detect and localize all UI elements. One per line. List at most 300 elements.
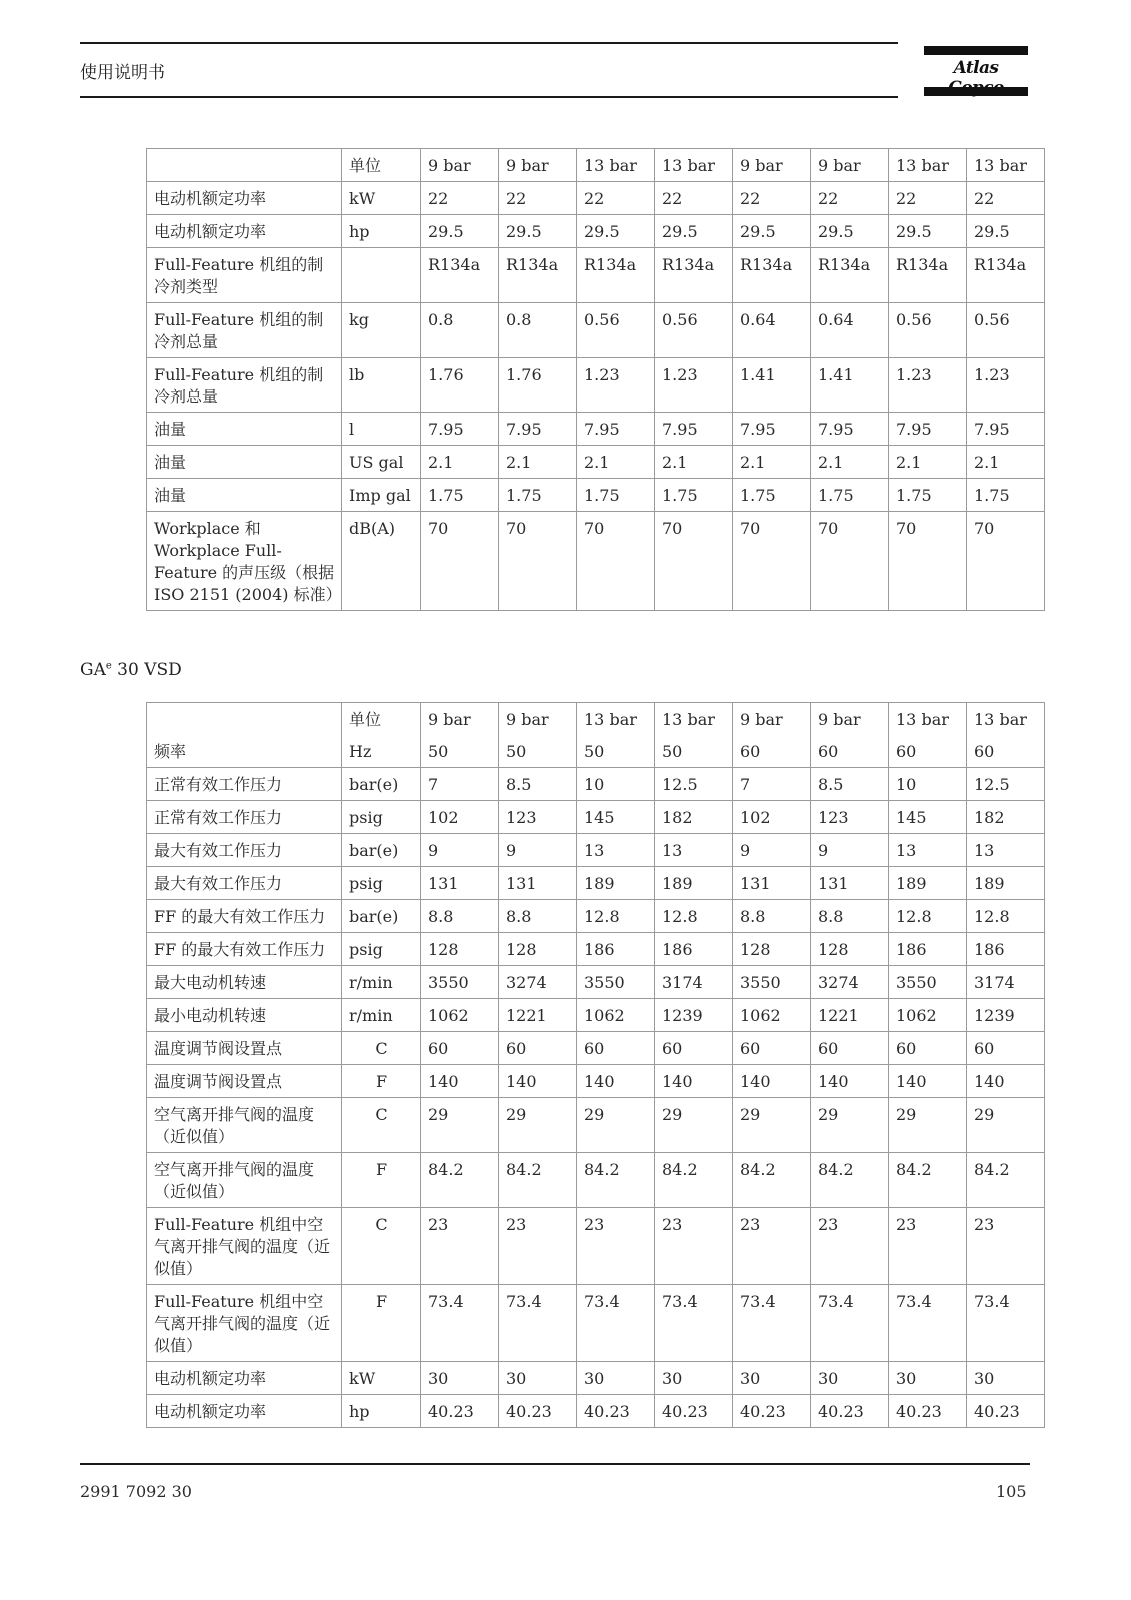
row-name-cell: 油量 — [147, 413, 342, 446]
table-row — [147, 215, 1045, 248]
row-value-cell: 70 — [499, 512, 577, 611]
row-value-cell: 3550 — [421, 966, 499, 999]
row-value-cell: 1.23 — [967, 358, 1045, 413]
header-unit-cell: 单位 — [342, 149, 421, 182]
row-value-cell: 1.23 — [889, 358, 967, 413]
row-value-cell: 22 — [577, 182, 655, 215]
row-value-cell: 30 — [889, 1362, 967, 1395]
row-unit-cell: lb — [342, 358, 421, 413]
row-name-cell: 电动机额定功率 — [147, 1395, 342, 1428]
row-value-cell: 60 — [889, 735, 967, 768]
spec-table-2 — [146, 702, 1045, 1428]
row-name-cell: Full-Feature 机组的制冷剂总量 — [147, 358, 342, 413]
row-value-cell: 60 — [811, 1032, 889, 1065]
row-unit-cell: kW — [342, 1362, 421, 1395]
section-title-sup: e — [105, 660, 112, 672]
table-row — [147, 303, 1045, 358]
row-value-cell: 84.2 — [577, 1153, 655, 1208]
row-value-cell: 128 — [733, 933, 811, 966]
table-row — [147, 1395, 1045, 1428]
table-row — [147, 933, 1045, 966]
row-unit-cell: psig — [342, 801, 421, 834]
row-value-cell: 13 — [889, 834, 967, 867]
table-row — [147, 999, 1045, 1032]
row-value-cell: 40.23 — [655, 1395, 733, 1428]
row-value-cell: 1221 — [499, 999, 577, 1032]
table-header-row — [147, 149, 1045, 182]
row-unit-cell: bar(e) — [342, 834, 421, 867]
row-value-cell: 1.76 — [499, 358, 577, 413]
row-value-cell: 1062 — [733, 999, 811, 1032]
row-value-cell: 60 — [499, 1032, 577, 1065]
row-value-cell: 84.2 — [811, 1153, 889, 1208]
row-value-cell: 0.56 — [655, 303, 733, 358]
row-value-cell: R134a — [967, 248, 1045, 303]
table-row — [147, 1285, 1045, 1362]
row-value-cell: 7.95 — [889, 413, 967, 446]
row-value-cell: 70 — [811, 512, 889, 611]
row-value-cell: 23 — [811, 1208, 889, 1285]
table-row — [147, 1065, 1045, 1098]
row-value-cell: 7.95 — [655, 413, 733, 446]
table-row — [147, 1032, 1045, 1065]
row-value-cell: 22 — [655, 182, 733, 215]
row-value-cell: 128 — [811, 933, 889, 966]
row-name-cell: 最大有效工作压力 — [147, 867, 342, 900]
row-name-cell: 正常有效工作压力 — [147, 768, 342, 801]
row-value-cell: 0.8 — [421, 303, 499, 358]
row-name-cell: 最大有效工作压力 — [147, 834, 342, 867]
table-row — [147, 1208, 1045, 1285]
row-value-cell: 102 — [421, 801, 499, 834]
row-value-cell: 131 — [499, 867, 577, 900]
header-value-cell: 9 bar — [499, 703, 577, 736]
row-value-cell: 73.4 — [811, 1285, 889, 1362]
row-name-cell: Workplace 和 Workplace Full-Feature 的声压级（根据 ISO 2151 (2004) 标准） — [147, 512, 342, 611]
row-value-cell: 182 — [967, 801, 1045, 834]
row-value-cell: 12.5 — [967, 768, 1045, 801]
row-value-cell: 30 — [577, 1362, 655, 1395]
row-value-cell: R134a — [655, 248, 733, 303]
logo-text: Atlas — [953, 58, 999, 78]
row-value-cell: 60 — [733, 735, 811, 768]
row-value-cell: 22 — [421, 182, 499, 215]
row-name-cell: FF 的最大有效工作压力 — [147, 933, 342, 966]
header-value-cell: 9 bar — [733, 149, 811, 182]
row-value-cell: 60 — [811, 735, 889, 768]
row-value-cell: 8.8 — [499, 900, 577, 933]
row-value-cell: 84.2 — [655, 1153, 733, 1208]
row-value-cell: 140 — [577, 1065, 655, 1098]
header-value-cell: 13 bar — [577, 703, 655, 736]
row-value-cell: 2.1 — [499, 446, 577, 479]
row-value-cell: 60 — [889, 1032, 967, 1065]
row-value-cell: 70 — [889, 512, 967, 611]
row-value-cell: 1.75 — [889, 479, 967, 512]
row-value-cell: 60 — [967, 735, 1045, 768]
row-name-cell: Full-Feature 机组的制冷剂类型 — [147, 248, 342, 303]
row-value-cell: 73.4 — [733, 1285, 811, 1362]
row-value-cell: 186 — [889, 933, 967, 966]
section-title — [80, 660, 182, 680]
row-unit-cell: Hz — [342, 735, 421, 768]
row-value-cell: 1.75 — [811, 479, 889, 512]
row-value-cell: 40.23 — [499, 1395, 577, 1428]
row-unit-cell: hp — [342, 215, 421, 248]
row-value-cell: 40.23 — [577, 1395, 655, 1428]
row-name-cell: 电动机额定功率 — [147, 215, 342, 248]
table-header-row — [147, 703, 1045, 736]
row-value-cell: 60 — [733, 1032, 811, 1065]
header-value-cell: 13 bar — [967, 703, 1045, 736]
row-value-cell: 7.95 — [811, 413, 889, 446]
row-value-cell: R134a — [577, 248, 655, 303]
row-name-cell: 温度调节阀设置点 — [147, 1065, 342, 1098]
row-value-cell: 40.23 — [889, 1395, 967, 1428]
row-value-cell: 60 — [967, 1032, 1045, 1065]
row-value-cell: 1.75 — [577, 479, 655, 512]
row-value-cell: 22 — [733, 182, 811, 215]
row-value-cell: R134a — [811, 248, 889, 303]
row-value-cell: 140 — [889, 1065, 967, 1098]
row-value-cell: 140 — [811, 1065, 889, 1098]
header-name-cell — [147, 149, 342, 182]
row-value-cell: 1.75 — [499, 479, 577, 512]
spec-table-1 — [146, 148, 1045, 611]
row-unit-cell: C — [342, 1098, 421, 1153]
row-value-cell: 12.8 — [577, 900, 655, 933]
header-value-cell: 13 bar — [655, 703, 733, 736]
row-value-cell: 140 — [655, 1065, 733, 1098]
row-value-cell: 123 — [499, 801, 577, 834]
row-value-cell: 1.76 — [421, 358, 499, 413]
row-unit-cell: bar(e) — [342, 900, 421, 933]
row-value-cell: 8.5 — [811, 768, 889, 801]
section-title-rest: 30 VSD — [111, 660, 182, 680]
row-value-cell: 0.64 — [811, 303, 889, 358]
row-unit-cell: kW — [342, 182, 421, 215]
table-row — [147, 1098, 1045, 1153]
row-value-cell: 8.8 — [733, 900, 811, 933]
table-row — [147, 966, 1045, 999]
table-row — [147, 512, 1045, 611]
row-value-cell: 60 — [421, 1032, 499, 1065]
row-unit-cell: r/min — [342, 966, 421, 999]
row-name-cell: 电动机额定功率 — [147, 182, 342, 215]
header-rule-top — [80, 42, 898, 44]
row-value-cell: 29.5 — [421, 215, 499, 248]
row-value-cell: 22 — [811, 182, 889, 215]
row-value-cell: 60 — [655, 1032, 733, 1065]
section-title-main: GA — [80, 660, 106, 680]
logo-bar-top — [924, 46, 1028, 55]
row-value-cell: 7.95 — [577, 413, 655, 446]
row-value-cell: 1.75 — [655, 479, 733, 512]
atlas-copco-logo — [924, 46, 1028, 98]
row-value-cell: 30 — [655, 1362, 733, 1395]
row-value-cell: 84.2 — [421, 1153, 499, 1208]
row-value-cell: 84.2 — [889, 1153, 967, 1208]
row-value-cell: 13 — [967, 834, 1045, 867]
row-value-cell: 9 — [499, 834, 577, 867]
row-value-cell: 10 — [889, 768, 967, 801]
row-value-cell: 0.56 — [577, 303, 655, 358]
row-value-cell: 2.1 — [733, 446, 811, 479]
row-value-cell: 1.75 — [733, 479, 811, 512]
row-unit-cell: psig — [342, 867, 421, 900]
row-value-cell: 22 — [499, 182, 577, 215]
row-name-cell: 温度调节阀设置点 — [147, 1032, 342, 1065]
row-value-cell: 0.64 — [733, 303, 811, 358]
row-value-cell: 3274 — [499, 966, 577, 999]
row-value-cell: 9 — [421, 834, 499, 867]
row-value-cell: 29 — [577, 1098, 655, 1153]
row-value-cell: 7 — [421, 768, 499, 801]
row-unit-cell: F — [342, 1065, 421, 1098]
row-value-cell: 13 — [655, 834, 733, 867]
row-name-cell: Full-Feature 机组的制冷剂总量 — [147, 303, 342, 358]
row-value-cell: 8.5 — [499, 768, 577, 801]
row-value-cell: 123 — [811, 801, 889, 834]
row-value-cell: 23 — [889, 1208, 967, 1285]
row-unit-cell: dB(A) — [342, 512, 421, 611]
row-name-cell: FF 的最大有效工作压力 — [147, 900, 342, 933]
row-value-cell: 1.41 — [733, 358, 811, 413]
row-value-cell: 3174 — [655, 966, 733, 999]
row-unit-cell: C — [342, 1032, 421, 1065]
row-value-cell: 70 — [421, 512, 499, 611]
row-value-cell: 186 — [577, 933, 655, 966]
row-value-cell: 2.1 — [577, 446, 655, 479]
row-value-cell: 1062 — [889, 999, 967, 1032]
row-value-cell: 29 — [733, 1098, 811, 1153]
row-value-cell: 140 — [967, 1065, 1045, 1098]
row-value-cell: 2.1 — [967, 446, 1045, 479]
row-name-cell: 空气离开排气阀的温度（近似值） — [147, 1098, 342, 1153]
row-value-cell: 2.1 — [421, 446, 499, 479]
row-unit-cell: hp — [342, 1395, 421, 1428]
row-value-cell: 40.23 — [967, 1395, 1045, 1428]
row-value-cell: 84.2 — [967, 1153, 1045, 1208]
row-value-cell: 30 — [811, 1362, 889, 1395]
row-value-cell: 29 — [889, 1098, 967, 1153]
header-value-cell: 13 bar — [889, 149, 967, 182]
row-value-cell: 189 — [577, 867, 655, 900]
row-value-cell: 40.23 — [421, 1395, 499, 1428]
header-value-cell: 13 bar — [655, 149, 733, 182]
row-value-cell: 140 — [733, 1065, 811, 1098]
row-name-cell: 电动机额定功率 — [147, 1362, 342, 1395]
row-unit-cell: US gal — [342, 446, 421, 479]
row-value-cell: 10 — [577, 768, 655, 801]
row-value-cell: 40.23 — [811, 1395, 889, 1428]
row-value-cell: 3550 — [889, 966, 967, 999]
row-value-cell: 29.5 — [967, 215, 1045, 248]
row-value-cell: R134a — [733, 248, 811, 303]
row-value-cell: 1.23 — [577, 358, 655, 413]
row-value-cell: 23 — [499, 1208, 577, 1285]
row-value-cell: 128 — [499, 933, 577, 966]
row-value-cell: 128 — [421, 933, 499, 966]
row-value-cell: 70 — [577, 512, 655, 611]
row-unit-cell: bar(e) — [342, 768, 421, 801]
row-value-cell: 1.23 — [655, 358, 733, 413]
row-value-cell: 29 — [499, 1098, 577, 1153]
table-row — [147, 248, 1045, 303]
row-value-cell: R134a — [499, 248, 577, 303]
row-unit-cell: Imp gal — [342, 479, 421, 512]
row-value-cell: 3550 — [733, 966, 811, 999]
row-value-cell: 1.75 — [421, 479, 499, 512]
table-row — [147, 867, 1045, 900]
row-unit-cell: psig — [342, 933, 421, 966]
row-unit-cell: C — [342, 1208, 421, 1285]
row-name-cell: 最大电动机转速 — [147, 966, 342, 999]
row-value-cell: 50 — [655, 735, 733, 768]
table-row — [147, 801, 1045, 834]
row-value-cell: 84.2 — [499, 1153, 577, 1208]
header-title: 使用说明书 — [80, 63, 165, 83]
row-value-cell: 70 — [733, 512, 811, 611]
row-value-cell: 23 — [733, 1208, 811, 1285]
row-value-cell: 70 — [655, 512, 733, 611]
row-value-cell: 140 — [499, 1065, 577, 1098]
header-value-cell: 13 bar — [577, 149, 655, 182]
row-value-cell: 30 — [967, 1362, 1045, 1395]
row-value-cell: 2.1 — [655, 446, 733, 479]
header-value-cell: 9 bar — [421, 703, 499, 736]
row-value-cell: 8.8 — [421, 900, 499, 933]
row-value-cell: 22 — [967, 182, 1045, 215]
header-name-cell — [147, 703, 342, 736]
row-value-cell: R134a — [889, 248, 967, 303]
row-value-cell: 182 — [655, 801, 733, 834]
row-value-cell: 73.4 — [421, 1285, 499, 1362]
row-value-cell: 73.4 — [655, 1285, 733, 1362]
row-value-cell: 73.4 — [967, 1285, 1045, 1362]
row-value-cell: 50 — [421, 735, 499, 768]
doc-number: 2991 7092 30 — [80, 1482, 192, 1501]
row-value-cell: 1.75 — [967, 479, 1045, 512]
row-value-cell: 12.8 — [889, 900, 967, 933]
row-value-cell: 189 — [889, 867, 967, 900]
row-value-cell: 7.95 — [421, 413, 499, 446]
row-value-cell: 23 — [967, 1208, 1045, 1285]
row-name-cell: 油量 — [147, 446, 342, 479]
row-value-cell: 131 — [421, 867, 499, 900]
row-unit-cell: F — [342, 1285, 421, 1362]
row-value-cell: 7.95 — [733, 413, 811, 446]
row-name-cell: 空气离开排气阀的温度（近似值） — [147, 1153, 342, 1208]
header-value-cell: 9 bar — [499, 149, 577, 182]
row-value-cell: 29.5 — [889, 215, 967, 248]
row-value-cell: 73.4 — [577, 1285, 655, 1362]
row-value-cell: 2.1 — [889, 446, 967, 479]
footer-rule — [80, 1463, 1030, 1465]
row-value-cell: 7.95 — [499, 413, 577, 446]
row-value-cell: 50 — [499, 735, 577, 768]
header-value-cell: 13 bar — [967, 149, 1045, 182]
table-row — [147, 1153, 1045, 1208]
row-value-cell: 140 — [421, 1065, 499, 1098]
row-value-cell: 23 — [577, 1208, 655, 1285]
row-value-cell: 12.8 — [967, 900, 1045, 933]
row-value-cell: 189 — [967, 867, 1045, 900]
row-value-cell: 2.1 — [811, 446, 889, 479]
row-value-cell: 29 — [967, 1098, 1045, 1153]
table-row — [147, 358, 1045, 413]
row-value-cell: 186 — [967, 933, 1045, 966]
header-value-cell: 13 bar — [889, 703, 967, 736]
row-value-cell: 13 — [577, 834, 655, 867]
row-value-cell: 70 — [967, 512, 1045, 611]
row-value-cell: 23 — [421, 1208, 499, 1285]
row-name-cell: 频率 — [147, 735, 342, 768]
row-value-cell: 30 — [421, 1362, 499, 1395]
table-row — [147, 768, 1045, 801]
row-value-cell: 29 — [655, 1098, 733, 1153]
row-value-cell: 22 — [889, 182, 967, 215]
row-value-cell: 102 — [733, 801, 811, 834]
header-unit-cell: 单位 — [342, 703, 421, 736]
row-name-cell: Full-Feature 机组中空气离开排气阀的温度（近似值） — [147, 1208, 342, 1285]
table-row — [147, 735, 1045, 768]
row-value-cell: 0.56 — [967, 303, 1045, 358]
row-value-cell: 0.8 — [499, 303, 577, 358]
row-name-cell: 正常有效工作压力 — [147, 801, 342, 834]
row-value-cell: 29 — [811, 1098, 889, 1153]
row-value-cell: 30 — [499, 1362, 577, 1395]
row-value-cell: 12.8 — [655, 900, 733, 933]
row-value-cell: 29.5 — [655, 215, 733, 248]
row-value-cell: 1239 — [655, 999, 733, 1032]
row-value-cell: 131 — [811, 867, 889, 900]
table-row — [147, 446, 1045, 479]
row-value-cell: 1062 — [421, 999, 499, 1032]
row-value-cell: 29 — [421, 1098, 499, 1153]
row-value-cell: 3174 — [967, 966, 1045, 999]
header-value-cell: 9 bar — [421, 149, 499, 182]
row-value-cell: R134a — [421, 248, 499, 303]
row-value-cell: 29.5 — [577, 215, 655, 248]
row-unit-cell: r/min — [342, 999, 421, 1032]
row-value-cell: 29.5 — [811, 215, 889, 248]
row-name-cell: 油量 — [147, 479, 342, 512]
page-number: 105 — [996, 1482, 1027, 1501]
header-value-cell: 9 bar — [733, 703, 811, 736]
row-value-cell: 0.56 — [889, 303, 967, 358]
row-value-cell: 3550 — [577, 966, 655, 999]
row-value-cell: 50 — [577, 735, 655, 768]
row-unit-cell — [342, 248, 421, 303]
header-value-cell: 9 bar — [811, 149, 889, 182]
row-value-cell: 1062 — [577, 999, 655, 1032]
table-row — [147, 479, 1045, 512]
row-value-cell: 189 — [655, 867, 733, 900]
row-value-cell: 12.5 — [655, 768, 733, 801]
header-rule-bottom — [80, 96, 898, 98]
row-value-cell: 186 — [655, 933, 733, 966]
row-unit-cell: kg — [342, 303, 421, 358]
row-value-cell: 1221 — [811, 999, 889, 1032]
table-row — [147, 900, 1045, 933]
row-value-cell: 7.95 — [967, 413, 1045, 446]
row-value-cell: 131 — [733, 867, 811, 900]
table-row — [147, 1362, 1045, 1395]
row-value-cell: 60 — [577, 1032, 655, 1065]
row-value-cell: 29.5 — [499, 215, 577, 248]
row-value-cell: 84.2 — [733, 1153, 811, 1208]
